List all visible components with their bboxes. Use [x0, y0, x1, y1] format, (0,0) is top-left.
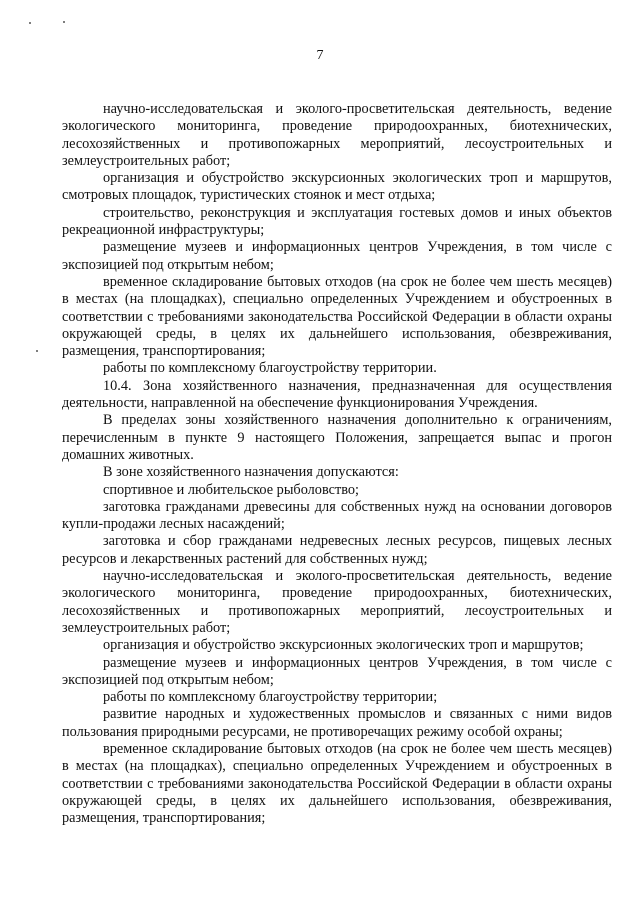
scan-speck	[63, 21, 65, 23]
paragraph: В зоне хозяйственного назначения допускаются:	[103, 464, 399, 481]
paragraph: работы по комплексному благоустройству территории.	[103, 360, 437, 377]
page-number: 7	[316, 48, 324, 63]
paragraph: развитие народных и художественных промыслов и связанных с ними видов пользования природными ресурсами, не противоречащих режиму особой охраны;	[62, 706, 612, 740]
paragraph: спортивное и любительское рыболовство;	[103, 481, 359, 498]
paragraph: научно-исследовательская и эколого-просветительская деятельность, ведение экологического мониторинга, проведение природоохранных, биотехнических, лесохозяйственных и противопожарных мероприятий, лесоустроительных и землеустроительных работ;	[62, 568, 612, 636]
section-paragraph: 10.4. Зона хозяйственного назначения, предназначенная для осуществления деятельности, направленной на обеспечение функционирования Учреждения.	[62, 377, 612, 412]
paragraph: В пределах зоны хозяйственного назначения дополнительно к ограничениям, перечисленным в пункте 9 настоящего Положения, запрещается выпас и прогон домашних животных.	[62, 412, 612, 463]
paragraph: размещение музеев и информационных центров Учреждения, в том числе с экспозицией под открытым небом;	[62, 654, 612, 688]
paragraph: временное складирование бытовых отходов (на срок не более чем шесть месяцев) в местах (на площадках), специально определенных Учреждением и обустроенных в соответствии с требованиями законодательства Российской Федерации в области охраны окружающей среды, в целях их дальнейшего использования, обезвреживания, размещения, транспортирования;	[62, 273, 612, 360]
scan-speck	[36, 350, 38, 352]
paragraph: организация и обустройство экскурсионных экологических троп и маршрутов;	[103, 637, 584, 654]
paragraph: работы по комплексному благоустройству территории;	[103, 689, 438, 706]
paragraph: научно-исследовательская и эколого-просветительская деятельность, ведение экологического мониторинга, проведение природоохранных, биотехнических, лесохозяйственных и противопожарных мероприятий, лесоустроительных и землеустроительных работ;	[62, 101, 612, 169]
document-body	[62, 101, 612, 827]
scan-speck	[29, 22, 31, 24]
paragraph: строительство, реконструкция и эксплуатация гостевых домов и иных объектов рекреационной инфраструктуры;	[62, 204, 612, 239]
paragraph: заготовка гражданами древесины для собственных нужд на основании договоров купли-продажи лесных насаждений;	[62, 498, 612, 533]
paragraph: заготовка и сбор гражданами недревесных лесных ресурсов, пищевых лесных ресурсов и лекарственных растений для собственных нужд;	[62, 533, 612, 567]
paragraph: временное складирование бытовых отходов (на срок не более чем шесть месяцев) в местах (на площадках), специально определенных Учреждением и обустроенных в соответствии с требованиями законодательства Российской Федерации в области охраны окружающей среды, в целях их дальнейшего использования, обезвреживания, размещения, транспортирования;	[62, 740, 612, 827]
paragraph: организация и обустройство экскурсионных экологических троп и маршрутов, смотровых площадок, туристических стоянок и мест отдыха;	[62, 170, 612, 204]
paragraph: размещение музеев и информационных центров Учреждения, в том числе с экспозицией под открытым небом;	[62, 239, 612, 273]
